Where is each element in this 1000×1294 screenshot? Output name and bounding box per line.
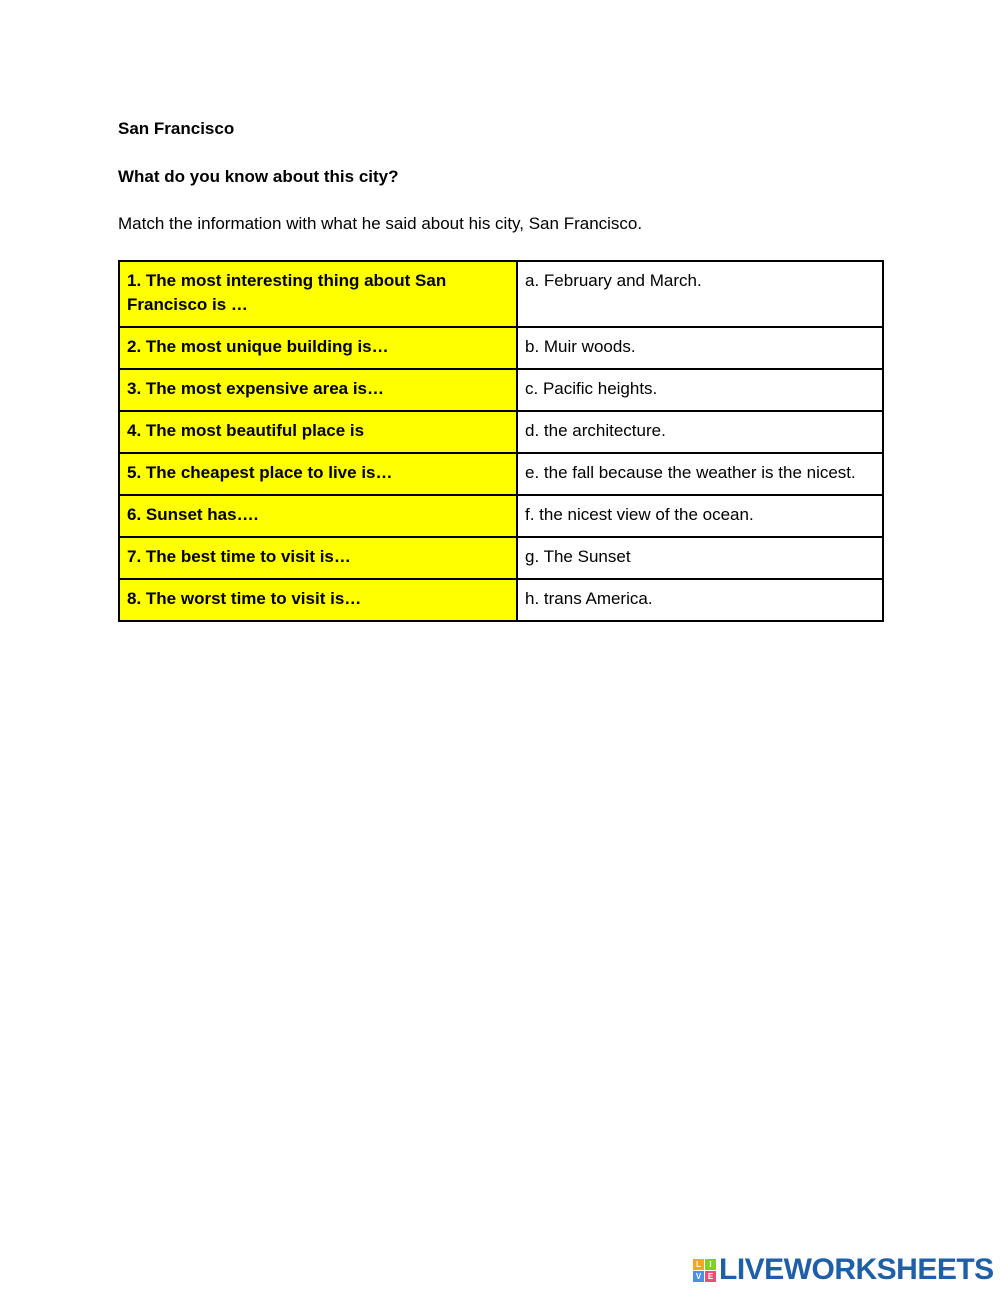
logo-wordmark: LIVEWORKSHEETS (719, 1253, 994, 1286)
table-row (119, 411, 883, 453)
table-row (119, 453, 883, 495)
answer-cell: g. The Sunset (517, 537, 883, 579)
prompt-cell: 8. The worst time to visit is… (119, 579, 517, 621)
liveworksheets-logo (693, 1255, 994, 1285)
prompt-cell: 1. The most interesting thing about San Francisco is … (119, 261, 517, 327)
prompt-cell: 6. Sunset has…. (119, 495, 517, 537)
matching-table (118, 260, 884, 622)
table-row (119, 369, 883, 411)
table-row (119, 261, 883, 327)
answer-cell: h. trans America. (517, 579, 883, 621)
table-row (119, 579, 883, 621)
answer-cell: c. Pacific heights. (517, 369, 883, 411)
prompt-cell: 7. The best time to visit is… (119, 537, 517, 579)
prompt-cell: 2. The most unique building is… (119, 327, 517, 369)
page-title: San Francisco (118, 119, 235, 138)
table-row (119, 327, 883, 369)
prompt-cell: 5. The cheapest place to live is… (119, 453, 517, 495)
prompt-cell: 3. The most expensive area is… (119, 369, 517, 411)
instruction-text: Match the information with what he said about his city, San Francisco. (118, 214, 643, 233)
answer-cell: f. the nicest view of the ocean. (517, 495, 883, 537)
answer-cell: a. February and March. (517, 261, 883, 327)
answer-cell: e. the fall because the weather is the nicest. (517, 453, 883, 495)
answer-cell: b. Muir woods. (517, 327, 883, 369)
table-row (119, 537, 883, 579)
question-heading: What do you know about this city? (118, 167, 399, 186)
answer-cell: d. the architecture. (517, 411, 883, 453)
table-row (119, 495, 883, 537)
prompt-cell: 4. The most beautiful place is (119, 411, 517, 453)
logo-icon: L I V E (693, 1259, 716, 1282)
